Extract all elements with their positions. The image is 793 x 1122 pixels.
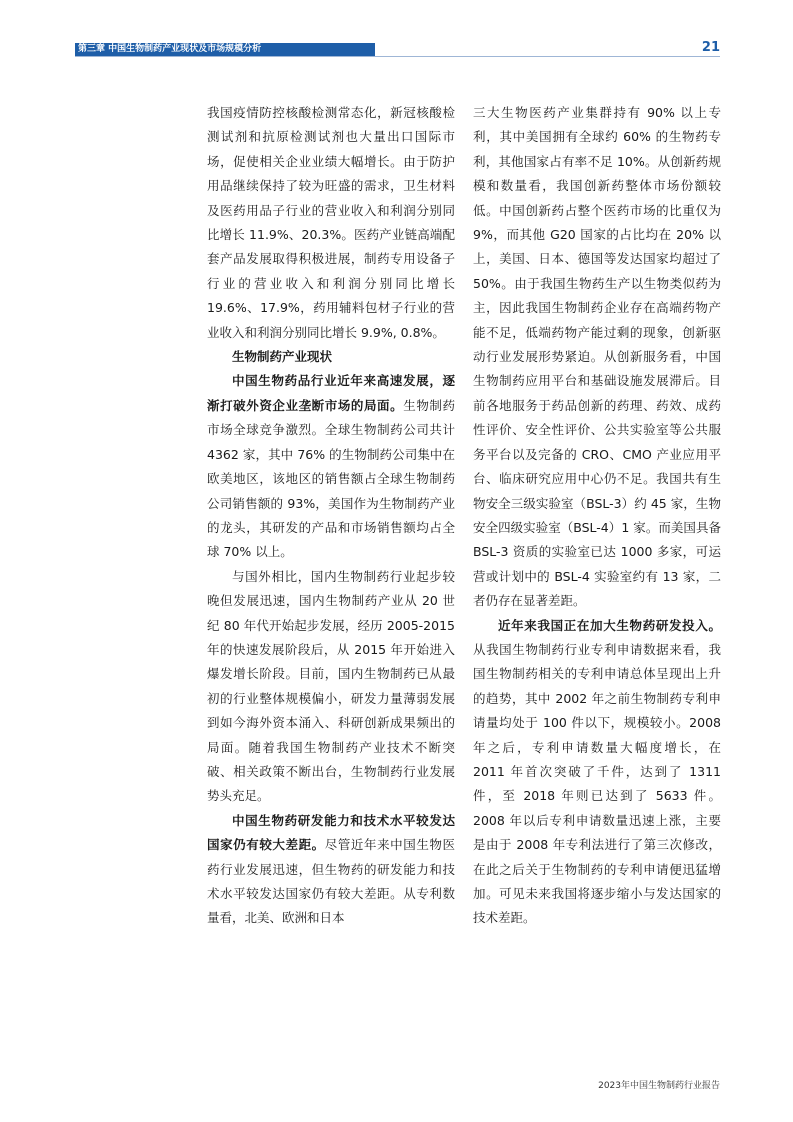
page-number: 21 [701,40,720,55]
paragraph-left-2 [207,369,455,564]
paragraph-left-1: 我国疫情防控核酸检测常态化，新冠核酸检测试剂和抗原检测试剂也大量出口国际市场，促使相关企业业绩大幅增长。由于防护用品继续保持了较为旺盛的需求，卫生材料及医药用品子行业的营业收入和利润分别同比增长 11.9%、20.3%。医药产业链高端配套产品发展取得积极进展，制药专用设备子行业的营业收入和利润分别同比增长 19.6%、17.9%，药用辅料包材子行业的营业收入和利润分别同比增长 9.9%, 0.8%。 [207,105,455,340]
paragraph-left-2-body: 生物制药市场全球竞争激烈。全球生物制药公司共计 4362 家，其中 76% 的生物制药公司集中在欧美地区，该地区的销售额占全球生物制药公司销售额的 93%，美国作为生物制药产业的龙头，其研发的产品和市场销售额均占全球 70% 以上。 [207,397,455,560]
header-divider [75,56,720,57]
paragraph-right-2 [473,614,721,931]
paragraph-right-1: 三大生物医药产业集群持有 90% 以上专利，其中美国拥有全球约 60% 的生物药专利，其他国家占有率不足 10%。从创新药规模和数量看，我国创新药整体市场份额较低。中国创新药占整个医药市场的比重仅为 9%，而其他 G20 国家的占比均在 20% 以上，美国、日本、德国等发达国家均超过了 50%。由于我国生物药生产以生物类似药为主，因此我国生物制药企业存在高端药物产能不足，低端药物产能过剩的现象，创新驱动行业发展形势紧迫。从创新服务看，中国生物制药应用平台和基础设施发展滞后。目前各地服务于药品创新的药理、药效、成药性评价、安全性评价、公共实验室等公共服务平台以及完备的 CRO、CMO 产业应用平台、临床研究应用中心仍不足。我国共有生物安全三级实验室（BSL-3）约 45 家，生物安全四级实验室（BSL-4）1 家。而美国具备 BSL-3 资质的实验室已达 1000 多家，可运营或计划中的 BSL-4 实验室约有 13 家，二者仍存在显著差距。 [473,105,721,609]
paragraph-right-2-body: 从我国生物制药行业专利申请数据来看，我国生物制药相关的专利申请总体呈现出上升的趋势，其中 2002 年之前生物制药专利申请量均处于 100 件以下，规模较小。2008 年之后，专利申请数量大幅度增长，在 2011 年首次突破了千件，达到了 1311 件，至 2018 年则已达到了 5633 件。2008 年以后专利申请数量迅速上涨，主要是由于 2008 年专利法进行了第三次修改，在此之后关于生物制药的专利申请便迅猛增加。可见未来我国将逐步缩小与发达国家的技术差距。 [473,641,721,926]
paragraph-left-4-body: 尽管近年来中国生物医药行业发展迅速，但生物药的研发能力和技术水平较发达国家仍有较大差距。从专利数量看，北美、欧洲和日本 [207,837,455,926]
paragraph-right-2-lead: 近年来我国正在加大生物药研发投入。 [498,617,721,633]
left-column [207,101,455,931]
paragraph-left-4 [207,809,455,931]
right-column [473,101,721,931]
paragraph-left-3: 与国外相比，国内生物制药行业起步较晚但发展迅速，国内生物制药产业从 20 世纪 80 年代开始起步发展，经历 2005-2015 年的快速发展阶段后，从 2015 年开始进入爆发增长阶段。目前，国内生物制药已从最初的行业整体规模偏小，研发力量薄弱发展到如今海外资本涌入、科研创新成果频出的局面。随着我国生物制药产业技术不断突破、相关政策不断出台，生物制药行业发展势头充足。 [207,568,455,804]
chapter-title: 第三章 中国生物制药产业现状及市场规模分析 [78,44,262,54]
paragraph-left-2-lead: 中国生物药品行业近年来高速发展，逐渐打破外资企业垄断市场的局面。 [207,373,455,413]
footer-report-title: 2023年中国生物制药行业报告 [598,1081,720,1091]
section-heading: 生物制药产业现状 [232,349,333,365]
paragraph-left-4-lead: 中国生物药研发能力和技术水平较发达国家仍有较大差距。 [207,812,455,853]
